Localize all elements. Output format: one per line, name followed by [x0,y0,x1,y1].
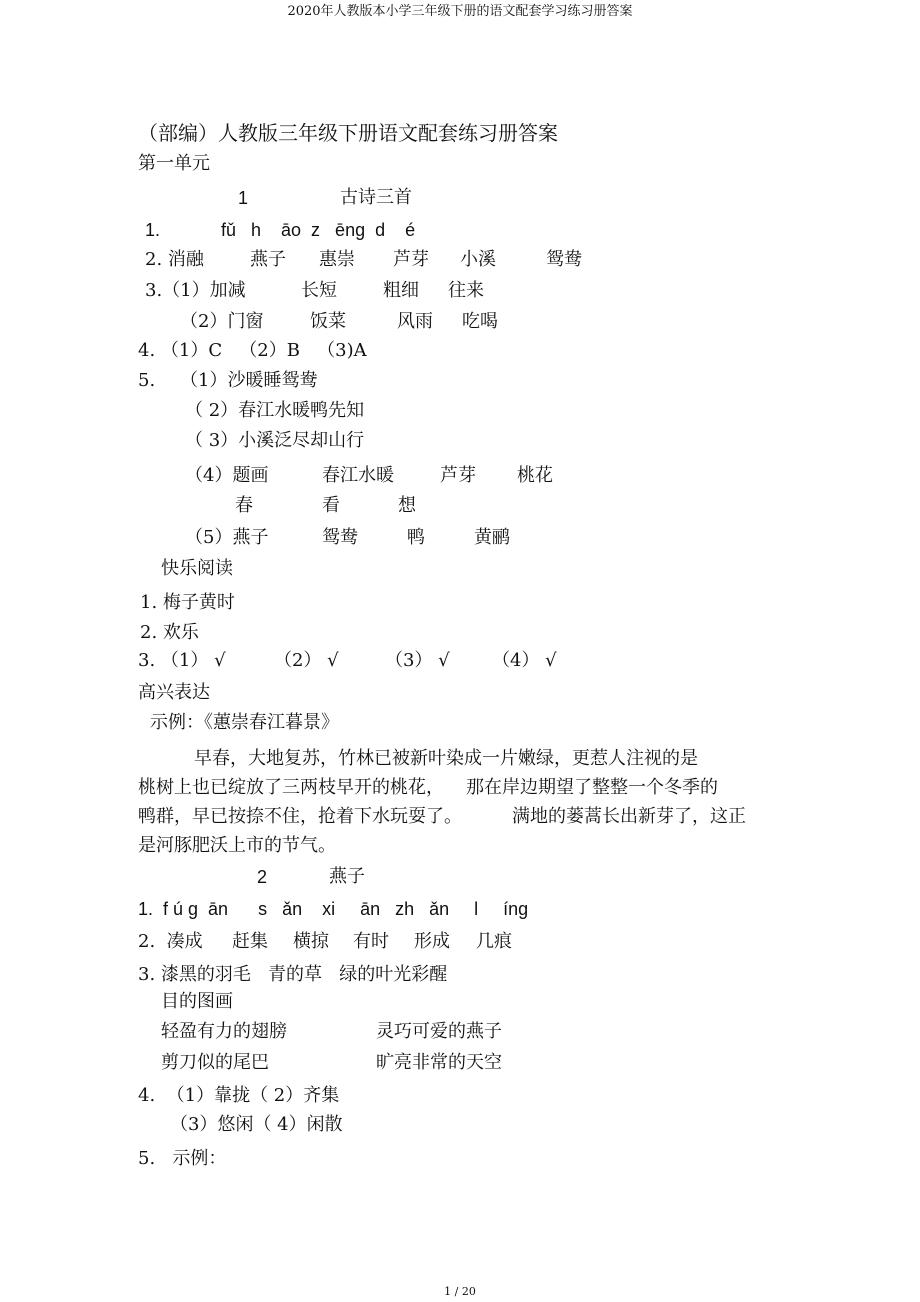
l1-q5-4-item: （4）题画 [185,465,269,486]
lesson1-title: 古诗三首 [340,187,412,208]
hr-answer-1: 1. 梅子黄时 [140,592,235,613]
l2-q3-line1: 3. 漆黑的羽毛 青的草 绿的叶光彩醒 [138,964,448,985]
hr-answer-3-item: （2） √ [274,650,339,671]
l1-q5-5-item: 鸭 [407,527,425,548]
lesson1-number: 1 [238,188,249,208]
l1-q5-4b-item: 看 [322,495,340,516]
l1-q3-item: 粗细 [383,280,419,301]
l1-q3-item: 风雨 [397,311,433,332]
paragraph-line: 那在岸边期望了整整一个冬季的 [466,777,718,798]
paragraph-line: 鸭群，早已按捺不住，抢着下水玩耍了。 [138,806,462,827]
l1-q4: 4. （1）C （2）B （3)A [138,340,367,361]
page-header: 2020年人教版本小学三年级下册的语文配套学习练习册答案 [287,4,633,19]
l1-q3-item: （2）门窗 [180,311,264,332]
l2-q3-a-left: 轻盈有力的翅膀 [161,1021,287,1042]
hr-answer-3-item: （3） √ [385,650,450,671]
paragraph-line: 是河豚肥沃上市的节气。 [138,835,336,856]
l2-q3-a-right: 灵巧可爱的燕子 [376,1021,502,1042]
l2-q1-pinyin: 1. f ú g ān s ǎn xi ān zh ǎn l íng [138,899,529,919]
l2-q2-item: 赶集 [232,931,268,952]
hr-answer-3-item: （4） √ [492,650,557,671]
happy-reading-heading: 快乐阅读 [161,558,233,579]
lesson2-number: 2 [257,867,268,887]
l2-q3-b-right: 旷亮非常的天空 [376,1052,502,1073]
l1-q1-number: 1. [145,220,161,240]
l1-q5-3: （ 3）小溪泛尽却山行 [185,430,365,451]
paragraph-line: 早春，大地复苏，竹林已被新叶染成一片嫩绿，更惹人注视的是 [194,748,698,769]
l1-q5-4b-item: 春 [235,495,253,516]
l1-q3-item: 长短 [301,280,337,301]
l1-q3-item: 吃喝 [462,311,498,332]
expression-heading: 高兴表达 [138,682,210,703]
l2-q2-item: 2. 凑成 [138,931,203,952]
l1-q5-4b-item: 想 [398,495,416,516]
l2-q2-item: 有时 [353,931,389,952]
l1-q5-4-item: 桃花 [517,465,553,486]
l1-q2-item: 燕子 [250,249,286,270]
document-title: （部编）人教版三年级下册语文配套练习册答案 [138,121,558,145]
l2-q2-item: 横掠 [293,931,329,952]
l2-q5: 5. 示例： [138,1148,227,1169]
l1-q1-pinyin: fǔ h āo z ēng d é [221,220,416,240]
l1-q5-4-item: 春江水暖 [322,465,394,486]
page-number: 1 / 20 [444,1285,476,1298]
paragraph-line: 满地的蒌蒿长出新芽了，这正 [512,806,746,827]
l1-q2-item: 芦芽 [393,249,429,270]
l1-q5-1: （1）沙暖睡鸳鸯 [180,370,318,391]
l1-q5-2: （ 2）春江水暖鸭先知 [185,400,365,421]
hr-answer-3-item: 3. （1） √ [138,650,226,671]
l2-q4-line2: （3）悠闲（ 4）闲散 [170,1114,343,1135]
l1-q5-5-item: （5）燕子 [185,527,269,548]
l1-q3-item: 饭菜 [310,311,346,332]
l1-q5-number: 5. [138,370,156,391]
paragraph-line: 桃树上也已绽放了三两枝早开的桃花， [138,777,444,798]
l1-q2-item: 鸳鸯 [546,249,582,270]
l1-q5-5-item: 黄鹂 [474,527,510,548]
l1-q3-item: 3.（1）加减 [145,280,246,301]
l2-q3-b-left: 剪刀似的尾巴 [161,1052,269,1073]
hr-answer-2: 2. 欢乐 [140,622,199,643]
lesson2-title: 燕子 [329,866,365,887]
l1-q2-item: 惠崇 [319,249,355,270]
l1-q2-item: 小溪 [460,249,496,270]
l1-q5-4-item: 芦芽 [440,465,476,486]
l1-q2-item: 2. 消融 [145,249,204,270]
example-title: 示例：《蕙崇春江暮景》 [150,712,339,733]
l2-q2-item: 形成 [414,931,450,952]
l2-q2-item: 几痕 [476,931,512,952]
l2-q3-line2: 目的图画 [161,991,233,1012]
unit-heading: 第一单元 [138,153,210,174]
l1-q5-5-item: 鸳鸯 [322,527,358,548]
l2-q4-line1: 4. （1）靠拢（ 2）齐集 [138,1085,340,1106]
l1-q3-item: 往来 [448,280,484,301]
